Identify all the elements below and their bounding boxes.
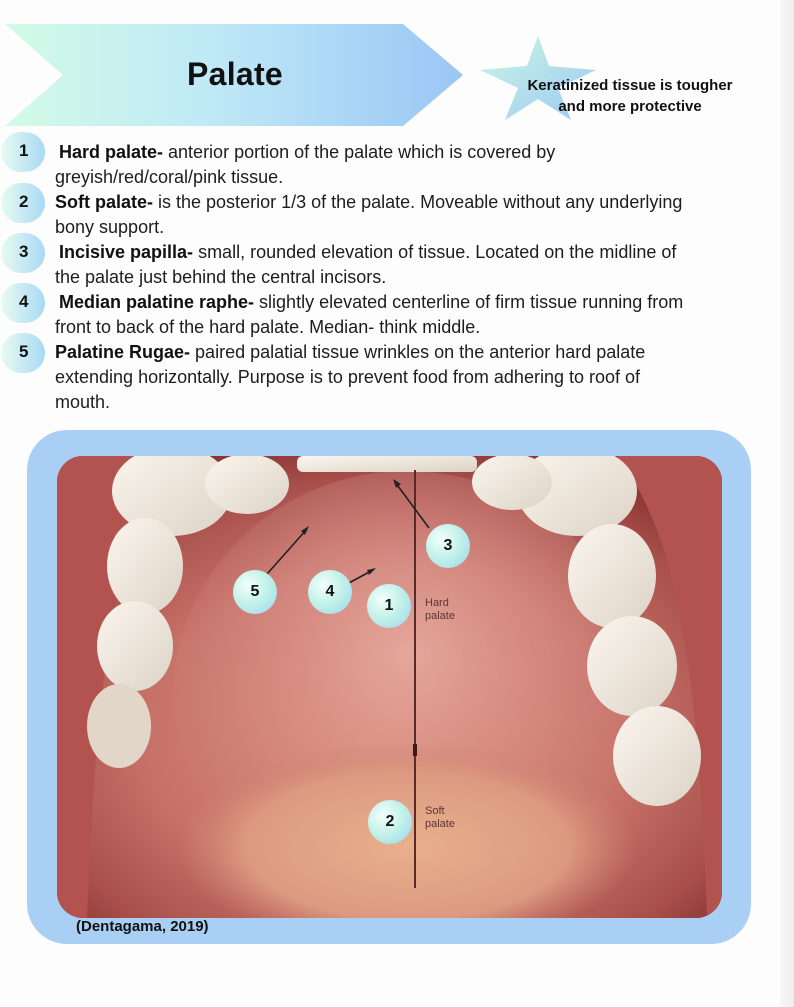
definition-text (59, 240, 779, 265)
badge-number: 4 (19, 292, 29, 311)
definition-line: small, rounded elevation of tissue. Located on the midline of (193, 242, 677, 262)
definition-term: Palatine Rugae- (55, 342, 191, 362)
number-badge (1, 183, 45, 223)
definition-term: Hard palate- (59, 142, 164, 162)
caption-line: palate (425, 610, 455, 622)
number-badge (1, 283, 45, 323)
badge-number: 2 (19, 192, 29, 211)
page-title: Palate (186, 56, 284, 92)
caption-line: palate (425, 818, 455, 830)
soft-palate-caption (425, 805, 455, 831)
label-incisive-papilla: 3 (426, 524, 470, 568)
definition-line: extending horizontally. Purpose is to prevent food from adhering to roof of (55, 367, 641, 387)
definition-text (59, 290, 779, 315)
caption-line: Hard (425, 597, 449, 609)
badge-number: 5 (19, 342, 29, 361)
badge-number: 3 (19, 242, 29, 261)
page-edge (780, 0, 794, 1007)
label-hard-palate: 1 (367, 584, 411, 628)
palate-illustration (57, 456, 722, 918)
definition-term: Median palatine raphe- (59, 292, 255, 312)
keratinized-callout (512, 75, 748, 117)
citation: (Dentagama, 2019) (76, 918, 209, 935)
badge-number: 1 (19, 141, 29, 160)
callout-line-2: and more protective (558, 98, 702, 115)
definition-line: is the posterior 1/3 of the palate. Moveable without any underlying (153, 192, 683, 212)
palate-photo (57, 456, 722, 918)
definition-line: slightly elevated centerline of firm tissue running from (254, 292, 684, 312)
caption-line: Soft (425, 805, 445, 817)
definition-text (59, 140, 779, 165)
label-soft-palate: 2 (368, 800, 412, 844)
definition-line: mouth. (55, 392, 111, 412)
definition-text (55, 190, 775, 215)
definition-line: front to back of the hard palate. Median- think middle. (55, 317, 481, 337)
label-raphe: 4 (308, 570, 352, 614)
definition-term: Incisive papilla- (59, 242, 194, 262)
definition-text (55, 340, 775, 365)
number-badge (1, 333, 45, 373)
definition-line: paired palatial tissue wrinkles on the anterior hard palate (190, 342, 646, 362)
number-badge (1, 132, 45, 172)
callout-line-1: Keratinized tissue is tougher (527, 77, 733, 94)
hard-palate-caption (425, 597, 455, 623)
number-badge (1, 233, 45, 273)
definition-line: anterior portion of the palate which is covered by (163, 142, 556, 162)
definition-line: greyish/red/coral/pink tissue. (55, 167, 284, 187)
definition-term: Soft palate- (55, 192, 154, 212)
label-rugae: 5 (233, 570, 277, 614)
definition-line: bony support. (55, 217, 165, 237)
definition-line: the palate just behind the central incisors. (55, 267, 387, 287)
